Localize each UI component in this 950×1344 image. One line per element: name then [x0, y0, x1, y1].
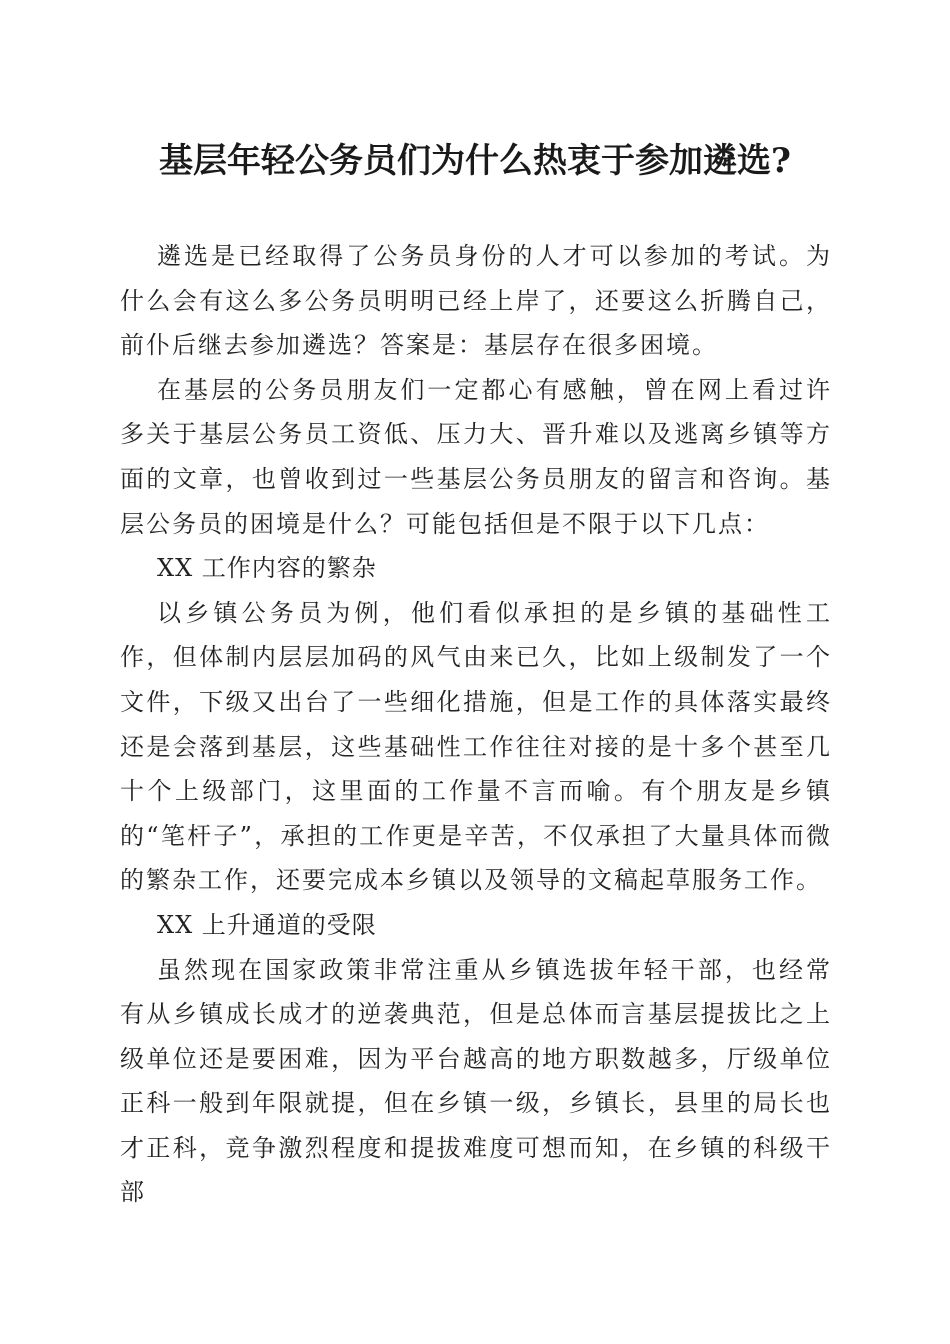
document-body	[120, 234, 832, 1215]
paragraph-context: 在基层的公务员朋友们一定都心有感触，曾在网上看过许多关于基层公务员工资低、压力大、晋升难以及逃离乡镇等方面的文章，也曾收到过一些基层公务员朋友的留言和咨询。基层公务员的困境是什么？可能包括但是不限于以下几点：	[120, 375, 832, 538]
paragraph-workload: 以乡镇公务员为例，他们看似承担的是乡镇的基础性工作，但体制内层层加码的风气由来已久，比如上级制发了一个文件，下级又出台了一些细化措施，但是工作的具体落实最终还是会落到基层，这些基础性工作往往对接的是十多个甚至几十个上级部门，这里面的工作量不言而喻。有个朋友是乡镇的“笔杆子”，承担的工作更是辛苦，不仅承担了大量具体而微的繁杂工作，还要完成本乡镇以及领导的文稿起草服务工作。	[120, 598, 832, 895]
section-heading-workload: XX 工作内容的繁杂	[157, 554, 377, 583]
paragraph-promotion: 虽然现在国家政策非常注重从乡镇选拔年轻干部，也经常有从乡镇成长成才的逆袭典范，但是总体而言基层提拔比之上级单位还是要困难，因为平台越高的地方职数越多，厅级单位正科一般到年限就提，但在乡镇一级，乡镇长，县里的局长也才正科，竞争激烈程度和提拔难度可想而知，在乡镇的科级干部	[120, 955, 832, 1207]
paragraph-intro: 遴选是已经取得了公务员身份的人才可以参加的考试。为什么会有这么多公务员明明已经上岸了，还要这么折腾自己，前仆后继去参加遴选？答案是：基层存在很多困境。	[120, 242, 832, 360]
document-title: 基层年轻公务员们为什么热衷于参加遴选?	[159, 141, 791, 181]
section-heading-promotion: XX 上升通道的受限	[157, 910, 377, 939]
